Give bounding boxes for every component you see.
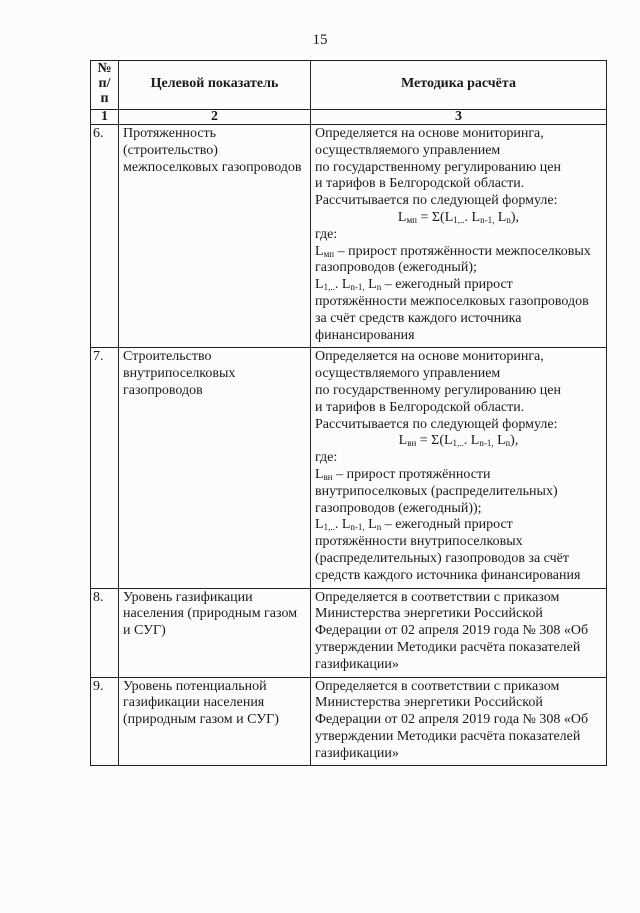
row-number: 7. — [91, 348, 119, 588]
column-index: 2 — [119, 110, 311, 125]
indicator-name: Уровень газификации населения (природным газом и СУГ) — [119, 588, 311, 677]
row-number: 9. — [91, 677, 119, 766]
column-index-row — [91, 110, 607, 125]
row-number: 6. — [91, 125, 119, 348]
column-index: 3 — [311, 110, 607, 125]
where-label: где: — [315, 226, 338, 242]
method-line: осуществляемого управлением — [315, 142, 501, 158]
header-method: Методика расчёта — [311, 61, 607, 110]
header-indicator: Целевой показатель — [119, 61, 311, 110]
method-description — [311, 348, 607, 588]
method-line: и тарифов в Белгородской области. — [315, 399, 525, 415]
table-row — [91, 677, 607, 766]
formula: $L_{мп} = \Sigma(L_{1,..}$. $L_{n-1,}$ $L_n$), — [397, 209, 520, 225]
header-number: № п/п — [91, 61, 119, 110]
indicator-name: Протяженность (строительство) межпоселковых газопроводов — [119, 125, 311, 348]
table-row — [91, 348, 607, 588]
method-line: и тарифов в Белгородской области. — [315, 176, 525, 192]
definition: $L_{мп}$ – прирост протяжённости межпоселковых газопроводов (ежегодный); — [315, 243, 591, 276]
where-label: где: — [315, 450, 338, 466]
definition: $L_{вн}$ – прирост протяжённости внутрипоселковых (распределительных) газопроводов (ежегодный)); — [315, 466, 558, 516]
method-line: по государственному регулированию цен — [315, 159, 561, 175]
method-line: осуществляемого управлением — [315, 366, 501, 382]
page-number: 15 — [312, 32, 328, 48]
method-line: Определяется на основе мониторинга, — [315, 126, 544, 141]
method-description — [311, 125, 607, 348]
method-description: Определяется в соответствии с приказом Министерства энергетики Российской Федерации от 02 апреля 2019 года № 308 «Об утверждении Методики расчёта показателей газификации» — [311, 677, 607, 766]
definition: $L_{1,..}$. $L_{n-1,}$ $L_n$ – ежегодный прирост протяжённости межпоселковых газопроводов за счёт средств каждого источника финансирования — [315, 277, 589, 343]
column-index: 1 — [91, 110, 119, 125]
method-line: Определяется на основе мониторинга, — [315, 349, 544, 365]
indicator-name: Уровень потенциальной газификации населения (природным газом и СУГ) — [119, 677, 311, 766]
method-line: Рассчитывается по следующей формуле: — [315, 416, 558, 432]
indicators-table — [90, 60, 607, 766]
indicator-name: Строительство внутрипоселковых газопроводов — [119, 348, 311, 588]
method-line: Рассчитывается по следующей формуле: — [315, 193, 558, 209]
method-line: по государственному регулированию цен — [315, 382, 561, 398]
table-row — [91, 588, 607, 677]
method-description: Определяется в соответствии с приказом Министерства энергетики Российской Федерации от 02 апреля 2019 года № 308 «Об утверждении Методики расчёта показателей газификации» — [311, 588, 607, 677]
row-number: 8. — [91, 588, 119, 677]
table-header-row — [91, 61, 607, 110]
definition: $L_{1,..}$. $L_{n-1,}$ $L_n$ – ежегодный прирост протяжённости внутрипоселковых (распределительных) газопроводов за счёт средств каждого источника финансирования — [315, 517, 581, 583]
table-row — [91, 125, 607, 348]
formula: $L_{вн} = \Sigma(L_{1,..}$. $L_{n-1,}$ $L_n$), — [398, 433, 519, 449]
